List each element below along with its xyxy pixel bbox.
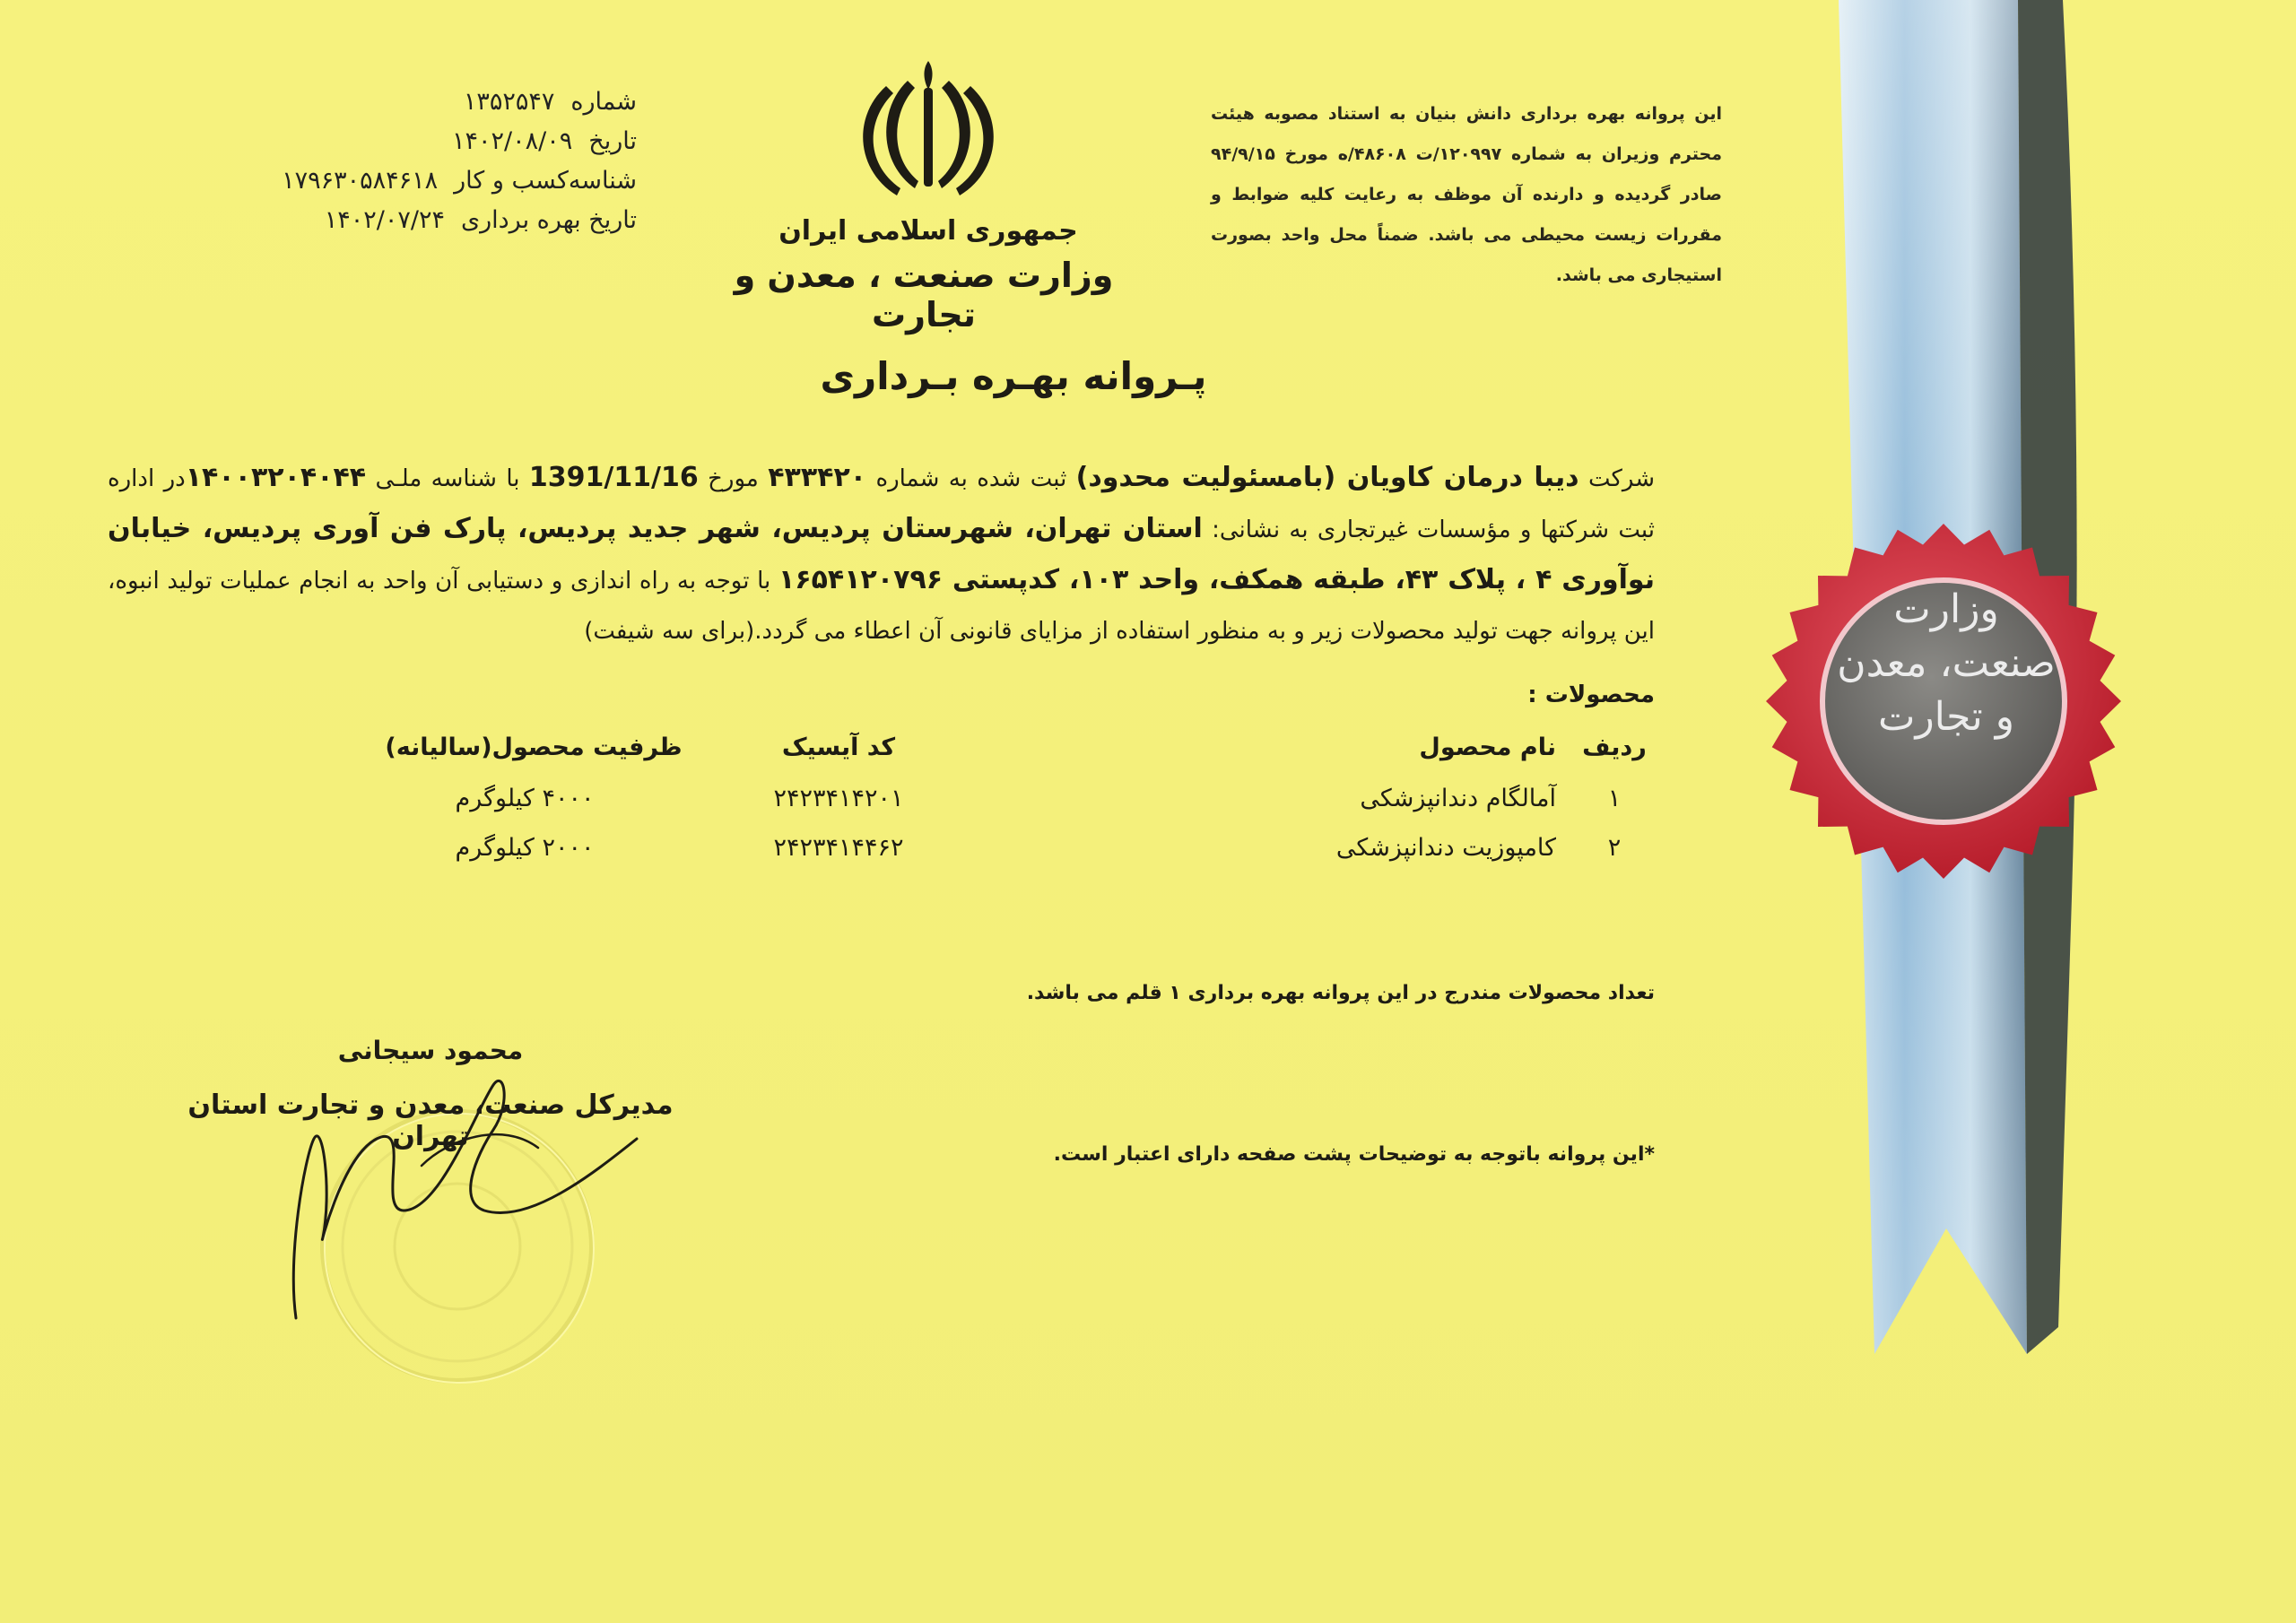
national-id: ۱۴۰۰۳۲۰۴۰۴۴: [185, 462, 367, 493]
country-name: جمهوری اسلامی ایران: [778, 215, 1078, 247]
company-name: دیبا درمان کاویان (بامسئولیت محدود): [1075, 462, 1579, 493]
row-capacity: ۲۰۰۰ کیلوگرم: [455, 834, 595, 862]
number-value: ۱۳۵۲۵۴۷: [463, 88, 555, 116]
seal-text: [1830, 583, 2063, 744]
date-label: تاریخ: [588, 127, 637, 155]
document-title: پـروانه بهـره بـرداری: [820, 354, 1207, 398]
table-row: [269, 834, 1655, 879]
number-label: شماره: [570, 88, 637, 116]
row-isic-code: ۲۴۲۳۴۱۴۲۰۱: [773, 785, 904, 812]
table-row: [269, 785, 1655, 829]
row-product-name: کامپوزیت دندانپزشکی: [1335, 834, 1556, 862]
operation-date-value: ۱۴۰۲/۰۷/۲۴: [324, 206, 445, 234]
seal-line-2: صنعت، معدن: [1837, 640, 2056, 686]
products-label: محصولات :: [1527, 681, 1655, 708]
body-text-3: مورخ: [698, 465, 769, 492]
body-text-1: شرکت: [1578, 465, 1655, 492]
date-value: ۱۴۰۲/۰۸/۰۹: [452, 127, 573, 155]
row-isic-code: ۲۴۲۳۴۱۴۴۶۲: [773, 834, 904, 862]
ministry-name: وزارت صنعت ، معدن و تجارت: [734, 256, 1114, 334]
business-id-label: شناسه‌کسب و کار: [454, 167, 637, 195]
signer-name: محمود سیجانی: [337, 1036, 524, 1065]
signature: [269, 1031, 673, 1327]
row-product-name: آمالگام دندانپزشکی: [1360, 785, 1556, 812]
license-body: [108, 453, 1655, 656]
body-text-5: در اداره ثبت شرکتها و مؤسسات غیرتجاری به نشانی:: [108, 465, 1655, 543]
products-table-header: [269, 733, 1655, 778]
registration-date: 1391/11/16: [528, 462, 699, 493]
business-id-value: ۱۷۹۶۳۰۵۸۴۶۱۸: [282, 167, 439, 195]
header-index: ردیف: [1582, 733, 1647, 761]
body-text-4: با شناسه ملـی: [366, 465, 529, 492]
header-isic-code: کد آیسیک: [781, 733, 896, 761]
body-text-2: ثبت شده به شماره: [866, 465, 1076, 492]
seal-line-3: و تجارت: [1878, 694, 2014, 740]
row-index: ۱: [1607, 785, 1622, 812]
header-product-name: نام محصول: [1419, 733, 1556, 761]
notice-text: این پروانه بهره برداری دانش بنیان به استناد مصوبه هیئت محترم وزیران به شماره ۱۲۰۹۹۷/ت ۴۸۶۰۸/ه مورخ ۹۴/۹/۱۵ صادر گردیده و دارنده آن موظف به رعایت کلیه ضوابط و مقررات زیست محیطی می باشد. ضمناً محل واحد بصورت استیجاری می باشد.: [1211, 104, 1723, 285]
iran-emblem-icon: [852, 54, 1004, 202]
date-row: [170, 122, 637, 161]
registration-number: ۴۳۳۴۲۰: [768, 462, 867, 493]
seal-line-1: وزارت: [1893, 586, 1999, 632]
business-id-row: [170, 161, 637, 201]
validity-note: *این پروانه باتوجه به توضیحات پشت صفحه دارای اعتبار است.: [1053, 1143, 1655, 1166]
operation-date-label: تاریخ بهره برداری: [460, 206, 637, 234]
header-meta: [170, 82, 637, 240]
row-index: ۲: [1607, 834, 1622, 862]
row-capacity: ۴۰۰۰ کیلوگرم: [455, 785, 595, 812]
postal-code: ۱۶۵۴۱۲۰۷۹۶: [778, 564, 944, 595]
address: استان تهران، شهرستان پردیس، شهر جدید پردیس، پارک فن آوری پردیس، خیابان نوآوری ۴ ، پلاک ۴۳، طبقه همکف، واحد ۱۰۳، کدپستی: [108, 513, 1655, 595]
number-row: [170, 82, 637, 122]
operation-date-row: [170, 201, 637, 240]
product-count-note: تعداد محصولات مندرج در این پروانه بهره برداری ۱ قلم می باشد.: [1026, 982, 1655, 1004]
signer-title: مدیرکل صنعت، معدن و تجارت استان تهران: [187, 1089, 674, 1152]
body-text-6: با توجه به راه اندازی و دستیابی آن واحد به انجام عملیات تولید انبوه، این پروانه جهت تولید محصولات زیر و به منظور استفاده از مزایای قانونی آن اعطاء می گردد.(برای سه شیفت): [108, 568, 1655, 645]
header-capacity: ظرفیت محصول(سالیانه): [385, 733, 683, 761]
